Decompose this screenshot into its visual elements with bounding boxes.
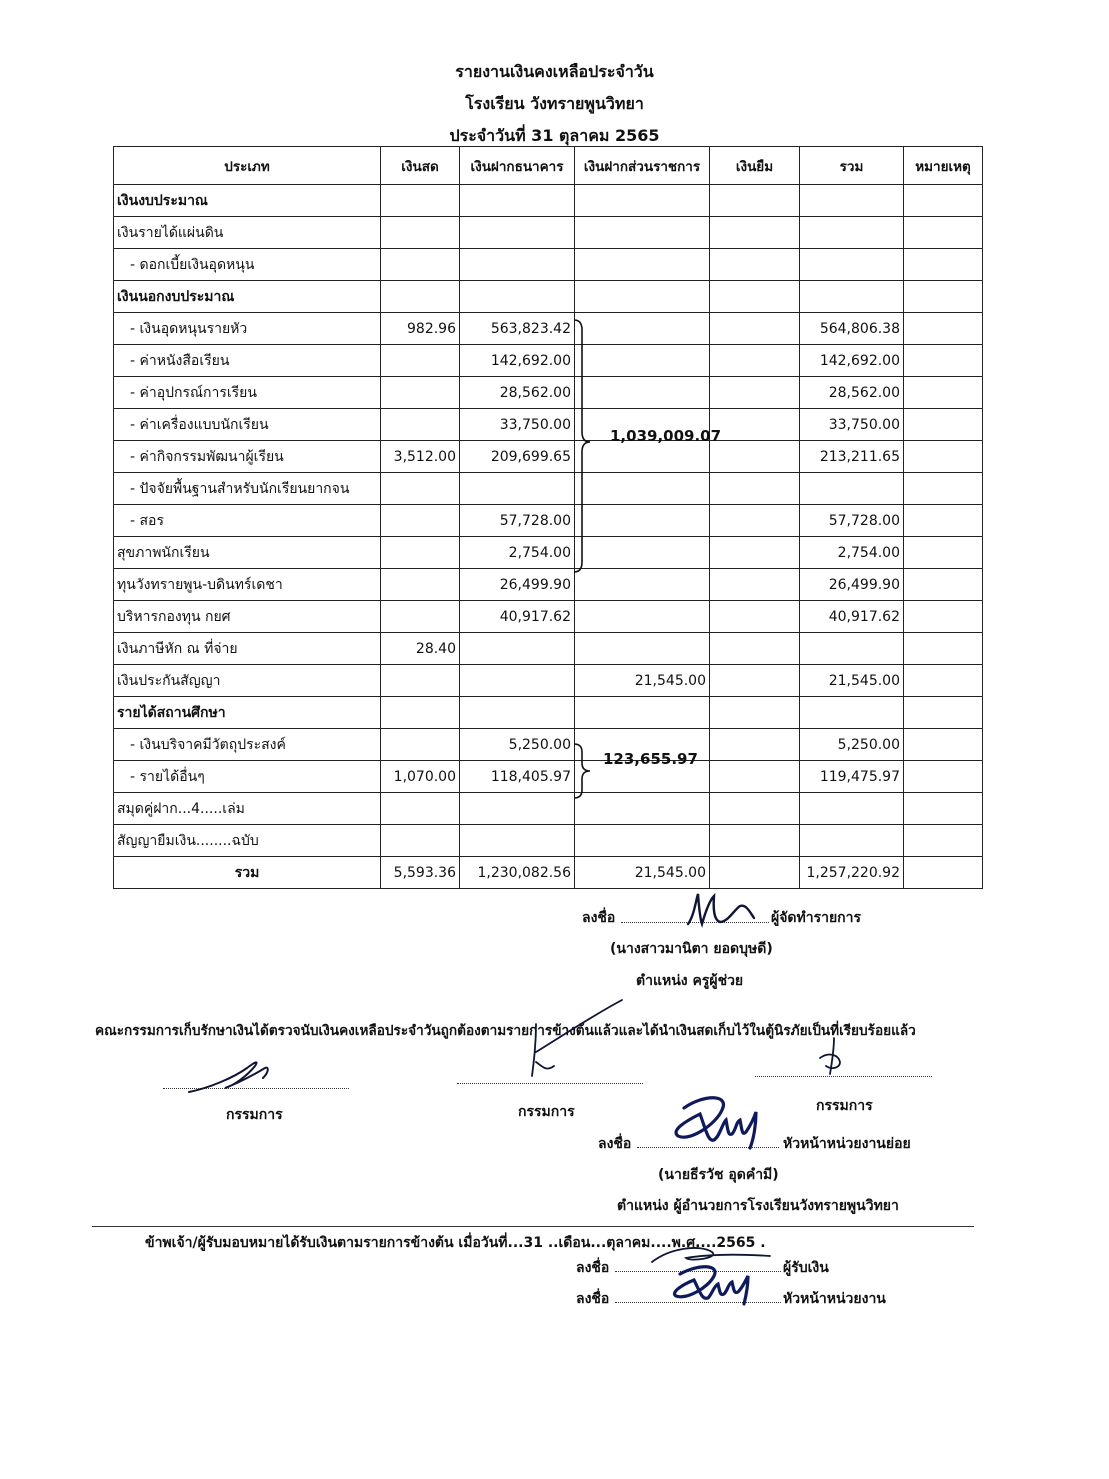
cell-total: 142,692.00 [800, 345, 904, 377]
cell-gov [575, 825, 710, 857]
cell-note [904, 473, 983, 505]
head-role: หัวหน้าหน่วยงาน [783, 1291, 886, 1307]
cell-loan [710, 729, 800, 761]
cell-bank [460, 665, 575, 697]
cell-note [904, 249, 983, 281]
section-divider [92, 1226, 974, 1227]
cell-bank [460, 793, 575, 825]
cell-cash [381, 825, 460, 857]
cell-cash [381, 345, 460, 377]
cell-loan [710, 537, 800, 569]
row-label: - ปัจจัยพื้นฐานสำหรับนักเรียนยากจน [114, 473, 381, 505]
cell-loan [710, 761, 800, 793]
cell-note [904, 409, 983, 441]
report-title: รายงานเงินคงเหลือประจำวัน [455, 62, 654, 81]
row-label: บริหารกองทุน กยศ [114, 601, 381, 633]
row-label: ทุนวังทรายพูน-บดินทร์เดชา [114, 569, 381, 601]
cell-total: 5,250.00 [800, 729, 904, 761]
row-label: - ค่ากิจกรรมพัฒนาผู้เรียน [114, 441, 381, 473]
table-row [114, 793, 983, 825]
row-label: - เงินบริจาคมีวัตถุประสงค์ [114, 729, 381, 761]
committee-member-label-2: กรรมการ [518, 1104, 575, 1120]
cell-note [904, 665, 983, 697]
cell-cash [381, 665, 460, 697]
cell-bank: 118,405.97 [460, 761, 575, 793]
col-header: หมายเหตุ [904, 147, 983, 185]
table-row [114, 377, 983, 409]
cell-bank: 28,562.00 [460, 377, 575, 409]
cell-cash [381, 473, 460, 505]
cell-cash [381, 729, 460, 761]
cell-loan [710, 409, 800, 441]
cell-loan [710, 217, 800, 249]
cell-loan [710, 665, 800, 697]
cell-note [904, 441, 983, 473]
table-row [114, 665, 983, 697]
table-row [114, 761, 983, 793]
cell-total: 2,754.00 [800, 537, 904, 569]
cell-bank: 40,917.62 [460, 601, 575, 633]
cell-gov [575, 569, 710, 601]
committee-signature-3 [812, 1036, 852, 1076]
cell-cash [381, 537, 460, 569]
total-bank: 1,230,082.56 [460, 857, 575, 889]
cell-loan [710, 793, 800, 825]
head-unit-sign-label: ลงชื่อ [598, 1136, 632, 1152]
cell-bank [460, 249, 575, 281]
table-row [114, 217, 983, 249]
committee-member-label-3: กรรมการ [816, 1098, 873, 1114]
row-label: - สอร [114, 505, 381, 537]
cell-bank: 209,699.65 [460, 441, 575, 473]
cell-cash [381, 793, 460, 825]
table-row [114, 569, 983, 601]
cell-note [904, 537, 983, 569]
table-row [114, 313, 983, 345]
total-total: 1,257,220.92 [800, 857, 904, 889]
cell-gov [575, 377, 710, 409]
cell-loan [710, 377, 800, 409]
head-unit-signature [670, 1090, 780, 1152]
table-row [114, 409, 983, 441]
row-label: สมุดคู่ฝาก...4.....เล่ม [114, 793, 381, 825]
preparer-role: ผู้จัดทำรายการ [771, 910, 862, 926]
cell-note [904, 345, 983, 377]
cell-loan [710, 313, 800, 345]
cell-total: 21,545.00 [800, 665, 904, 697]
cell-note [904, 505, 983, 537]
preparer-name: (นางสาวมานิตา ยอดบุษดี) [610, 941, 773, 957]
cell-loan [710, 569, 800, 601]
head-signature [668, 1262, 768, 1306]
cell-cash [381, 249, 460, 281]
total-loan [710, 857, 800, 889]
receiver-sign-label: ลงชื่อ [576, 1260, 610, 1276]
cell-cash [381, 505, 460, 537]
cell-loan [710, 281, 800, 313]
cell-bank: 142,692.00 [460, 345, 575, 377]
cell-bank [460, 473, 575, 505]
cell-total [800, 217, 904, 249]
table-row [114, 537, 983, 569]
cell-note [904, 633, 983, 665]
cell-total: 119,475.97 [800, 761, 904, 793]
committee-statement: คณะกรรมการเก็บรักษาเงินได้ตรวจนับเงินคงเหลือประจำวันถูกต้องตามรายการข้างต้นแล้วและได้นำเงินสดเก็บไว้ในตู้นิรภัยเป็นที่เรียบร้อยแล้ว [95, 1023, 916, 1039]
cell-note [904, 569, 983, 601]
cell-total: 33,750.00 [800, 409, 904, 441]
head-unit-position: ตำแหน่ง ผู้อำนวยการโรงเรียนวังทรายพูนวิทยา [617, 1198, 899, 1214]
cell-gov [575, 281, 710, 313]
row-label: สัญญายืมเงิน........ฉบับ [114, 825, 381, 857]
table-row [114, 441, 983, 473]
cell-gov [575, 633, 710, 665]
committee-signature-line-2 [457, 1083, 643, 1084]
table-row [114, 601, 983, 633]
cell-bank [460, 633, 575, 665]
row-label: เงินรายได้แผ่นดิน [114, 217, 381, 249]
cell-bank: 5,250.00 [460, 729, 575, 761]
table-row [114, 697, 983, 729]
receipt-statement: ข้าพเจ้า/ผู้รับมอบหมายได้รับเงินตามรายการข้างต้น เมื่อวันที่...31 ..เดือน...ตุลาคม....พ.ศ....2565 . [145, 1235, 766, 1251]
cell-loan [710, 697, 800, 729]
table-row [114, 185, 983, 217]
cell-bank [460, 281, 575, 313]
table-row [114, 825, 983, 857]
cell-bank: 33,750.00 [460, 409, 575, 441]
preparer-signature [680, 888, 760, 932]
brace-mark [572, 742, 594, 800]
table-row [114, 473, 983, 505]
cell-gov [575, 441, 710, 473]
cell-total: 213,211.65 [800, 441, 904, 473]
school-name: โรงเรียน วังทรายพูนวิทยา [465, 94, 644, 113]
cell-loan [710, 345, 800, 377]
col-header: เงินสด [381, 147, 460, 185]
merged-gov-deposit-1: 1,039,009.07 [610, 427, 722, 445]
table-header-row [114, 147, 983, 185]
total-note [904, 857, 983, 889]
cell-loan [710, 633, 800, 665]
head-unit-role: หัวหน้าหน่วยงานย่อย [783, 1136, 911, 1152]
total-gov: 21,545.00 [575, 857, 710, 889]
cell-total: 564,806.38 [800, 313, 904, 345]
cell-gov [575, 345, 710, 377]
cell-cash [381, 697, 460, 729]
cell-gov [575, 217, 710, 249]
cell-total [800, 793, 904, 825]
cell-note [904, 729, 983, 761]
row-label: สุขภาพนักเรียน [114, 537, 381, 569]
cell-bank [460, 185, 575, 217]
cell-total [800, 473, 904, 505]
committee-signature-1 [185, 1052, 275, 1096]
cell-bank [460, 217, 575, 249]
cell-total [800, 697, 904, 729]
cell-loan [710, 601, 800, 633]
committee-signature-line-3 [755, 1076, 932, 1077]
cell-total: 26,499.90 [800, 569, 904, 601]
total-label: รวม [114, 857, 381, 889]
cell-note [904, 793, 983, 825]
cell-total [800, 281, 904, 313]
cell-bank: 2,754.00 [460, 537, 575, 569]
cell-note [904, 377, 983, 409]
col-header: รวม [800, 147, 904, 185]
cell-total [800, 185, 904, 217]
col-header: ประเภท [114, 147, 381, 185]
cell-cash [381, 281, 460, 313]
cell-gov: 21,545.00 [575, 665, 710, 697]
row-label: เงินภาษีหัก ณ ที่จ่าย [114, 633, 381, 665]
cell-loan [710, 185, 800, 217]
table-row [114, 281, 983, 313]
total-cash: 5,593.36 [381, 857, 460, 889]
report-date: ประจำวันที่ 31 ตุลาคม 2565 [449, 126, 660, 145]
committee-signature-2 [512, 996, 632, 1082]
cell-bank: 563,823.42 [460, 313, 575, 345]
merged-gov-deposit-2: 123,655.97 [603, 750, 698, 768]
brace-mark [572, 318, 594, 574]
row-label: - ดอกเบี้ยเงินอุดหนุน [114, 249, 381, 281]
cell-note [904, 313, 983, 345]
cell-cash [381, 569, 460, 601]
cell-note [904, 601, 983, 633]
cell-note [904, 825, 983, 857]
cell-loan [710, 249, 800, 281]
cell-gov [575, 473, 710, 505]
cell-gov [575, 505, 710, 537]
cell-note [904, 217, 983, 249]
row-label: เงินนอกงบประมาณ [114, 281, 381, 313]
table-row [114, 249, 983, 281]
col-header: เงินฝากธนาคาร [460, 147, 575, 185]
cell-bank: 57,728.00 [460, 505, 575, 537]
cell-total [800, 249, 904, 281]
cell-total: 40,917.62 [800, 601, 904, 633]
row-label: - ค่าเครื่องแบบนักเรียน [114, 409, 381, 441]
row-label: - ค่าอุปกรณ์การเรียน [114, 377, 381, 409]
row-label: - รายได้อื่นๆ [114, 761, 381, 793]
cell-cash [381, 185, 460, 217]
cell-gov [575, 601, 710, 633]
balance-table [113, 146, 983, 889]
cell-total [800, 633, 904, 665]
cell-bank [460, 697, 575, 729]
row-label: เงินประกันสัญญา [114, 665, 381, 697]
cell-cash [381, 409, 460, 441]
table-row [114, 505, 983, 537]
preparer-position: ตำแหน่ง ครูผู้ช่วย [636, 973, 744, 989]
cell-gov [575, 313, 710, 345]
row-label: รายได้สถานศึกษา [114, 697, 381, 729]
cell-cash [381, 377, 460, 409]
table-row [114, 345, 983, 377]
cell-cash [381, 601, 460, 633]
row-label: - ค่าหนังสือเรียน [114, 345, 381, 377]
cell-loan [710, 473, 800, 505]
cell-cash: 1,070.00 [381, 761, 460, 793]
cell-note [904, 281, 983, 313]
cell-cash: 28.40 [381, 633, 460, 665]
cell-loan [710, 441, 800, 473]
cell-gov [575, 697, 710, 729]
col-header: เงินยืม [710, 147, 800, 185]
cell-note [904, 185, 983, 217]
cell-cash: 982.96 [381, 313, 460, 345]
table-row [114, 633, 983, 665]
cell-bank: 26,499.90 [460, 569, 575, 601]
col-header: เงินฝากส่วนราชการ [575, 147, 710, 185]
cell-gov [575, 185, 710, 217]
head-unit-name: (นายธีรวัช อุดคำมี) [658, 1167, 779, 1183]
preparer-sign-label: ลงชื่อ [582, 910, 616, 926]
cell-total [800, 825, 904, 857]
cell-total: 28,562.00 [800, 377, 904, 409]
committee-member-label-1: กรรมการ [226, 1107, 283, 1123]
cell-gov [575, 249, 710, 281]
cell-cash: 3,512.00 [381, 441, 460, 473]
row-label: เงินงบประมาณ [114, 185, 381, 217]
cell-gov [575, 793, 710, 825]
cell-loan [710, 505, 800, 537]
cell-note [904, 697, 983, 729]
row-label: - เงินอุดหนุนรายหัว [114, 313, 381, 345]
table-row [114, 729, 983, 761]
cell-gov [575, 537, 710, 569]
table-total-row [114, 857, 983, 889]
head-sign-label: ลงชื่อ [576, 1291, 610, 1307]
cell-cash [381, 217, 460, 249]
cell-note [904, 761, 983, 793]
receiver-role: ผู้รับเงิน [783, 1260, 829, 1276]
cell-total: 57,728.00 [800, 505, 904, 537]
cell-loan [710, 825, 800, 857]
cell-bank [460, 825, 575, 857]
